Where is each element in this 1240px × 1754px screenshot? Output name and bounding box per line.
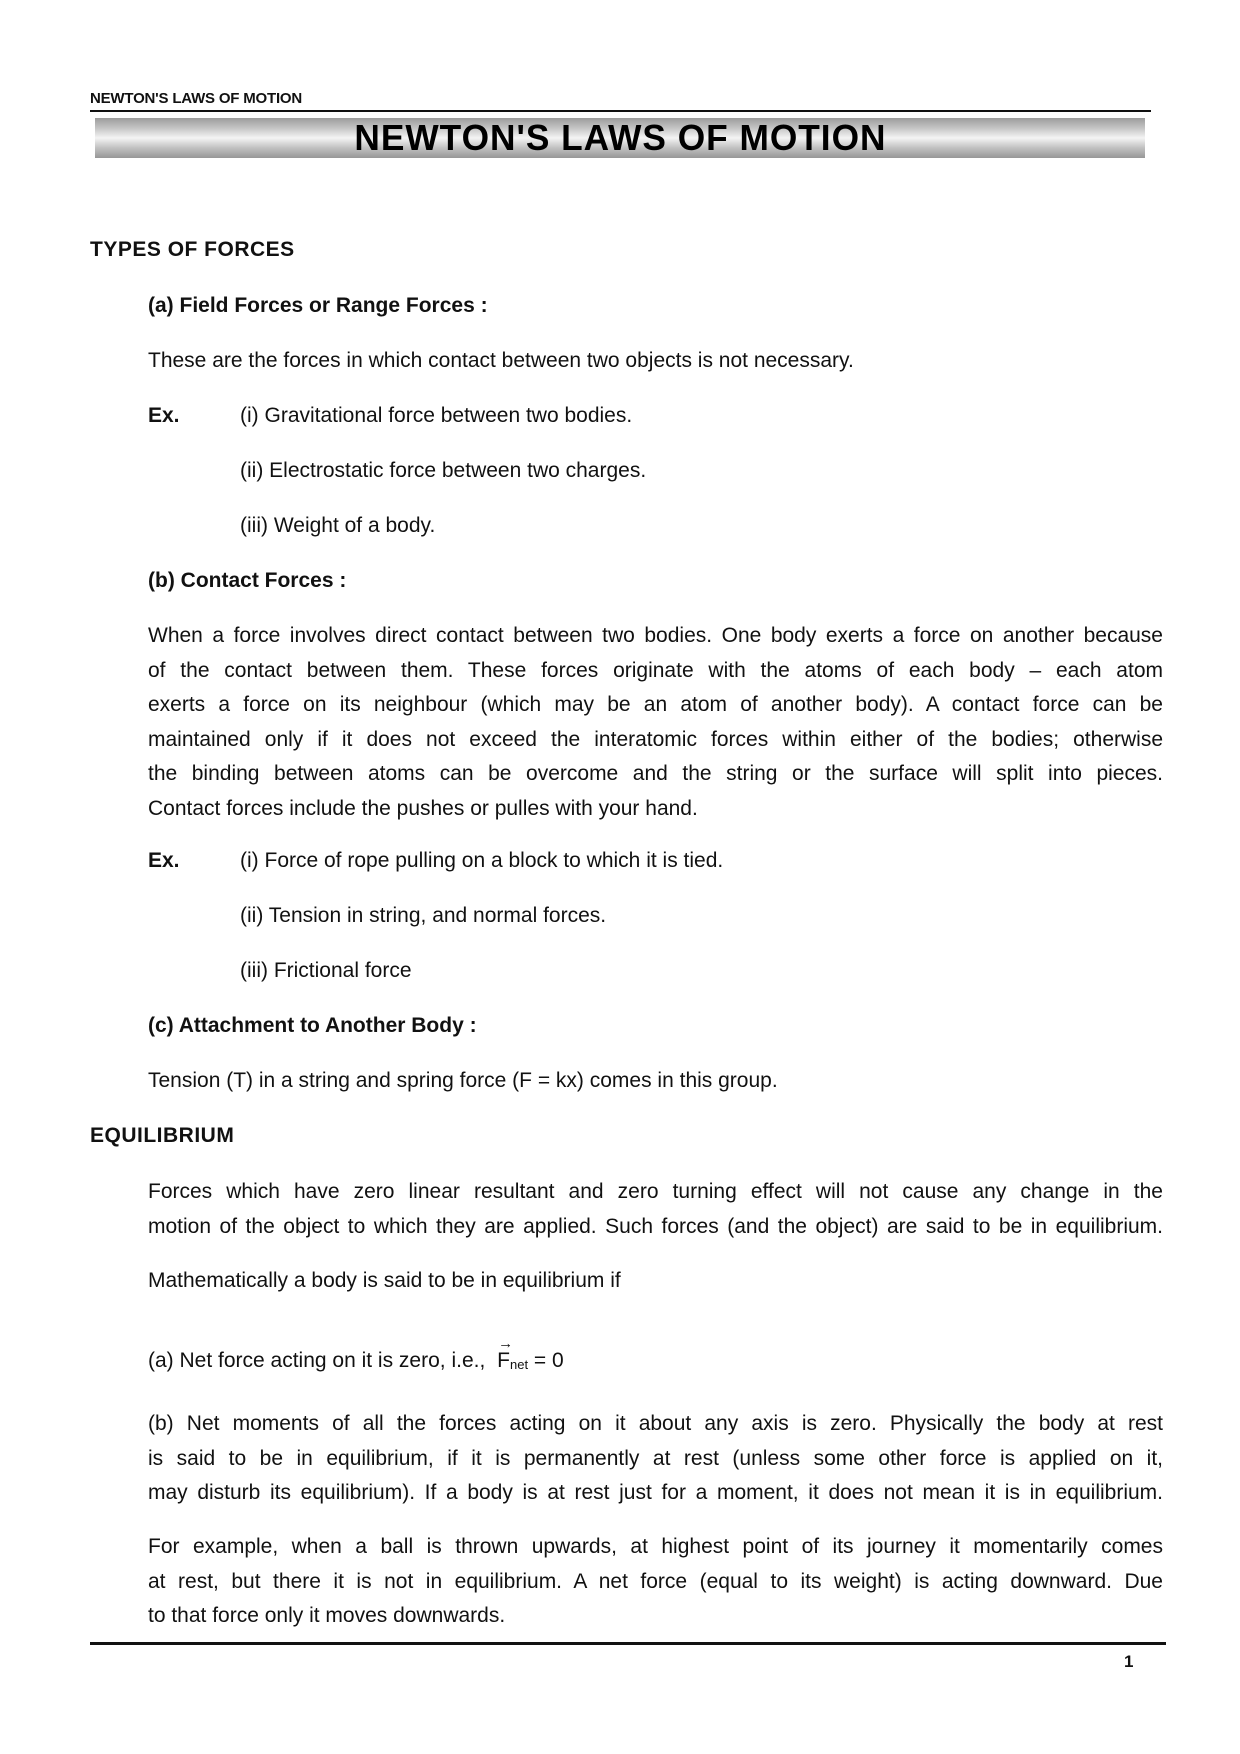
example-paragraph xyxy=(148,1530,1163,1634)
paragraph-line: (b) Net moments of all the forces acting on it about any axis is zero. Physically the body at rest xyxy=(148,1412,1163,1435)
paragraph-line: When a force involves direct contact between two bodies. One body exerts a force on another because xyxy=(148,624,1163,647)
paragraph-line: the binding between atoms can be overcome and the string or the surface will split into pieces. xyxy=(148,762,1163,785)
paragraph-line: is said to be in equilibrium, if it is permanently at rest (unless some other force is applied on it, xyxy=(148,1446,1163,1470)
page-number: 1 xyxy=(1124,1652,1134,1671)
section-heading-types-of-forces: TYPES OF FORCES xyxy=(90,238,295,261)
example-item: (iii) Weight of a body. xyxy=(240,514,436,537)
header-rule xyxy=(90,110,1151,112)
running-header: NEWTON'S LAWS OF MOTION xyxy=(90,90,303,107)
chapter-banner xyxy=(95,118,1145,158)
example-item: (iii) Frictional force xyxy=(240,959,412,982)
subheading-contact-forces: (b) Contact Forces : xyxy=(148,569,347,592)
paragraph-line: of the contact between them. These forces originate with the atoms of each body – each atom xyxy=(148,658,1163,682)
section-heading-equilibrium: EQUILIBRIUM xyxy=(90,1124,235,1147)
example-label: Ex. xyxy=(148,404,180,427)
paragraph-line: For example, when a ball is thrown upwards, at highest point of its journey it momentarily comes xyxy=(148,1535,1163,1558)
equation-rhs: = 0 xyxy=(533,1349,564,1372)
vector-symbol: F xyxy=(497,1349,510,1372)
condition-a xyxy=(148,1335,564,1373)
chapter-title: NEWTON'S LAWS OF MOTION xyxy=(353,117,887,158)
vector-arrow-icon: → xyxy=(498,1335,514,1352)
condition-a-text: (a) Net force acting on it is zero, i.e., xyxy=(148,1349,486,1372)
example-item: (i) Gravitational force between two bodies. xyxy=(240,404,633,427)
paragraph-line: to that force only it moves downwards. xyxy=(148,1604,506,1627)
paragraph-line: maintained only if it does not exceed the interatomic forces within either of the bodies; otherwise xyxy=(148,727,1163,751)
paragraph-line: may disturb its equilibrium). If a body is at rest just for a moment, it does not mean it is in equilibrium. xyxy=(148,1481,1163,1504)
contact-forces-paragraph xyxy=(148,619,1163,826)
paragraph-line: motion of the object to which they are applied. Such forces (and the object) are said to be in equilibrium. xyxy=(148,1214,1163,1238)
example-item: (i) Force of rope pulling on a block to which it is tied. xyxy=(240,849,724,872)
vector-subscript: net xyxy=(509,1357,529,1372)
paragraph-line: exerts a force on its neighbour (which may be an atom of another body). A contact force can be xyxy=(148,693,1163,716)
equilibrium-intro-paragraph xyxy=(148,1175,1163,1244)
example-item: (ii) Tension in string, and normal forces. xyxy=(240,904,607,927)
paragraph-line: Contact forces include the pushes or pulles with your hand. xyxy=(148,796,698,820)
footer-rule xyxy=(90,1642,1166,1645)
example-label: Ex. xyxy=(148,849,180,872)
subheading-attachment: (c) Attachment to Another Body : xyxy=(148,1014,477,1037)
field-forces-definition: These are the forces in which contact between two objects is not necessary. xyxy=(148,349,854,372)
math-intro: Mathematically a body is said to be in equilibrium if xyxy=(148,1269,621,1292)
net-force-vector xyxy=(497,1335,514,1373)
attachment-text: Tension (T) in a string and spring force (F = kx) comes in this group. xyxy=(148,1069,778,1092)
subheading-field-forces: (a) Field Forces or Range Forces : xyxy=(148,294,488,317)
paragraph-line: at rest, but there it is not in equilibrium. A net force (equal to its weight) is acting downward. Due xyxy=(148,1569,1163,1593)
paragraph-line: Forces which have zero linear resultant and zero turning effect will not cause any change in the xyxy=(148,1180,1163,1203)
example-item: (ii) Electrostatic force between two charges. xyxy=(240,459,647,482)
condition-b-paragraph xyxy=(148,1407,1163,1511)
